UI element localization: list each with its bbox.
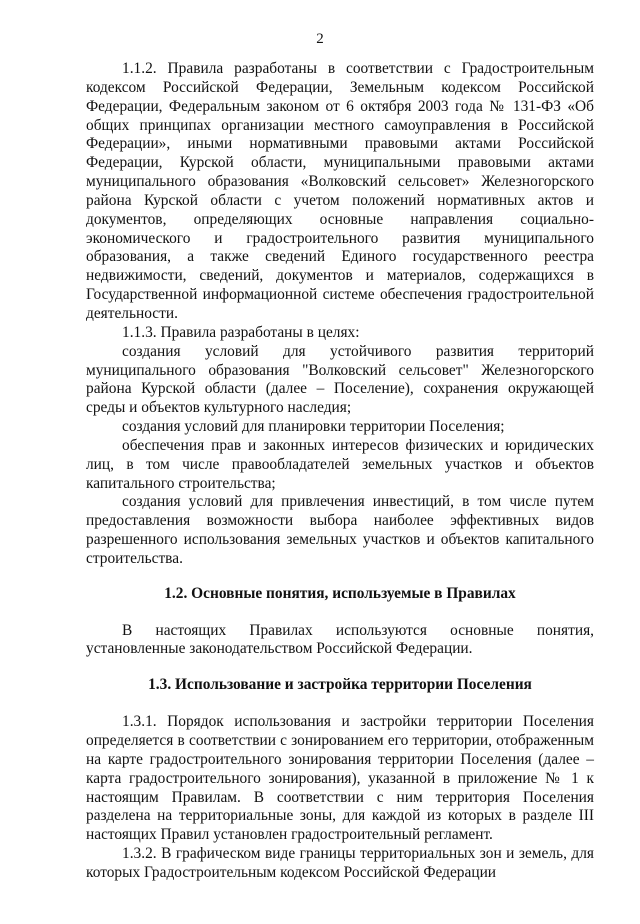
paragraph-1-3-1: 1.3.1. Порядок использования и застройки территории Поселения определяется в соответствии с зонированием его территории, отображенным на карте градостроительного зонирования территории Поселения (далее – карта градостроительного зонирования), указанной в приложение № 1 к настоящим Правилам. В соответствии с ним территория Поселения разделена на территориальные зоны, для каждой из которых в разделе III настоящих Правил установлен градостроительный регламент.: [86, 713, 594, 844]
paragraph-1-1-2: 1.1.2. Правила разработаны в соответствии с Градостроительным кодексом Российской Федерации, Земельным кодексом Российской Федерации, Федеральным законом от 6 октября 2003 года № 131-ФЗ «Об общих принципах организации местного самоуправления в Российской Федерации», иными нормативными правовыми актами Российской Федерации, Курской области, муниципальными правовыми актами муниципального образования «Волковский сельсовет» Железногорского района Курской области с учетом положений нормативных актов и документов, определяющих основные направления социально-экономического и градостроительного развития муниципального образования, а также сведений Единого государственного реестра недвижимости, сведений, документов и материалов, содержащихся в Государственной информационной системе обеспечения градостроительной деятельности.: [86, 60, 594, 322]
paragraph-1-3-2: 1.3.2. В графическом виде границы территориальных зон и земель, для которых Градостроительным кодексом Российской Федерации: [86, 845, 594, 881]
paragraph-basic-concepts: В настоящих Правилах используются основные понятия, установленные законодательством Российской Федерации.: [86, 621, 594, 658]
section-heading-1-2: 1.2. Основные понятия, используемые в Правилах: [164, 584, 516, 602]
paragraph-1-1-3: 1.1.3. Правила разработаны в целях:: [122, 323, 360, 341]
document-body: [86, 60, 594, 883]
goal-item-sustainable-development: создания условий для устойчивого развития территорий муниципального образования "Волковский сельсовет" Железногорского района Курской области (далее – Поселение), сохранения окружающей среды и объектов культурного наследия;: [86, 342, 594, 417]
goal-item-territory-planning: создания условий для планировки территории Поселения;: [122, 418, 505, 436]
goal-item-rights-protection: обеспечения прав и законных интересов физических и юридических лиц, в том числе правообладателей земельных участков и объектов капитального строительства;: [86, 436, 594, 492]
section-heading-1-3: 1.3. Использование и застройка территории Поселения: [148, 676, 532, 694]
page-number: 2: [316, 31, 324, 47]
goal-item-investment-attraction: создания условий для привлечения инвестиций, в том числе путем предоставления возможности выбора наиболее эффективных видов разрешенного использования земельных участков и объектов капитального строительства.: [86, 493, 594, 567]
